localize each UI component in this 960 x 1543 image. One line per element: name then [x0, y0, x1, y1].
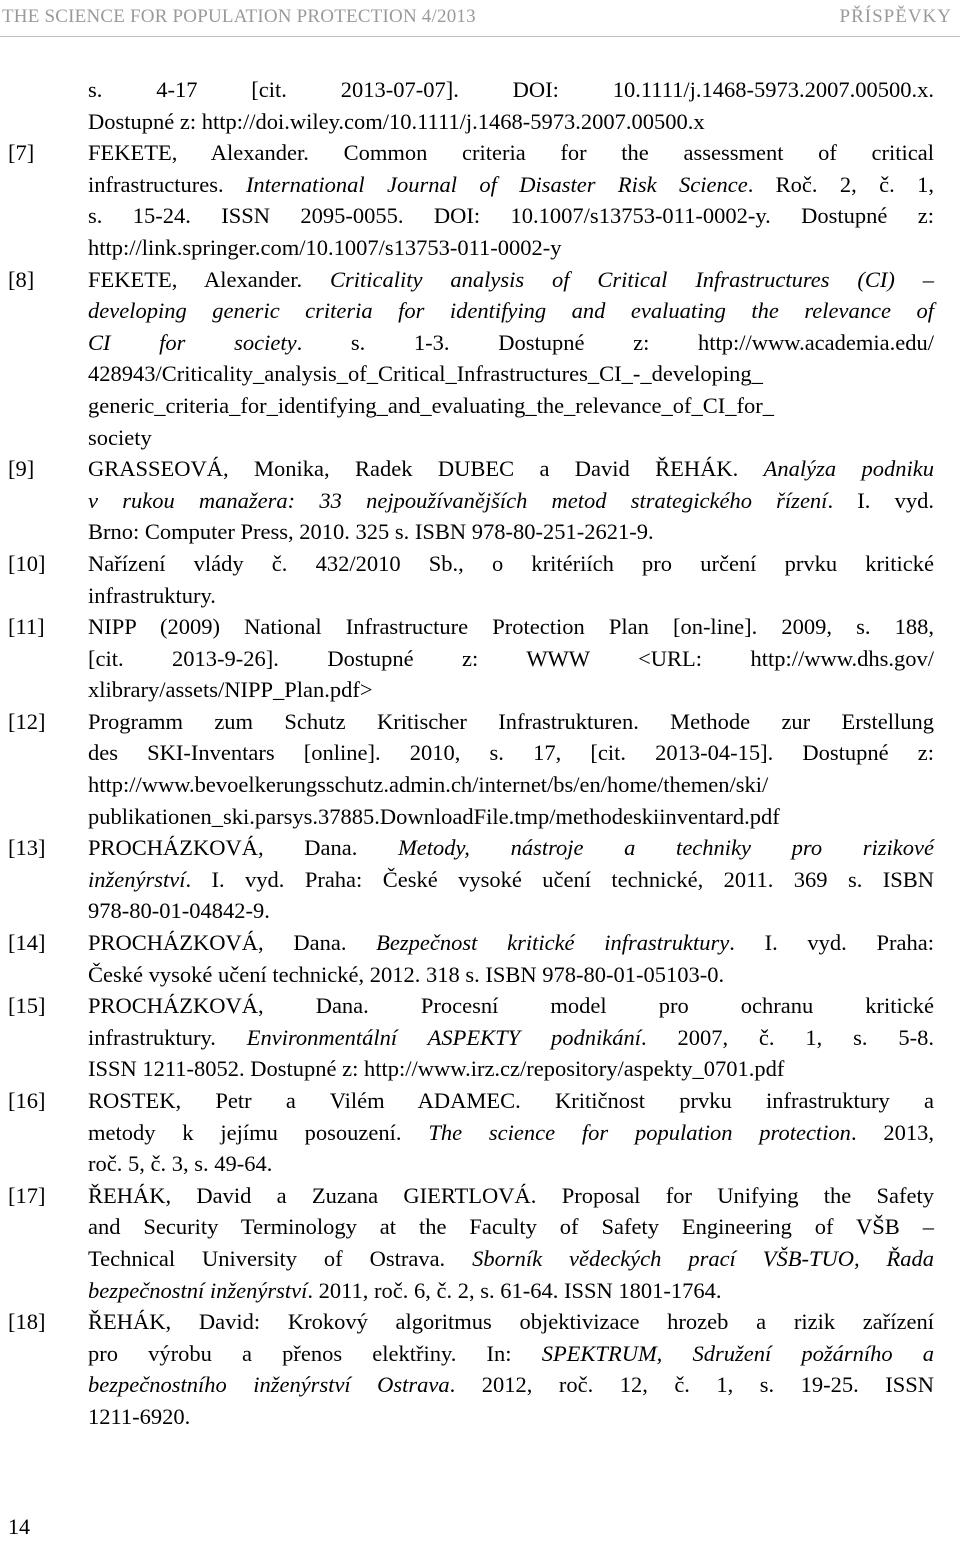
reference-entry — [0, 548, 960, 611]
reference-number: [11] — [8, 614, 45, 640]
italic-title: v rukou manažera: 33 nejpoužívanějších metod strategického řízení — [88, 487, 828, 513]
reference-segment: http://www.bevoelkerungsschutz.admin.ch/internet/bs/en/home/themen/ski/ — [88, 772, 769, 798]
reference-segment: PROCHÁZKOVÁ, Dana. Procesní model pro ochranu kritické — [88, 993, 934, 1019]
reference-segment: des SKI-Inventars [online]. 2010, s. 17, [cit. 2013-04-15]. Dostupné z: — [88, 740, 934, 766]
reference-text — [88, 264, 934, 454]
reference-number: [15] — [8, 993, 46, 1019]
reference-entry — [0, 1085, 960, 1180]
reference-entry — [0, 927, 960, 990]
reference-line — [88, 801, 934, 833]
reference-number: [14] — [8, 930, 46, 956]
section-label: PŘÍSPĚVKY — [839, 6, 952, 27]
reference-line — [88, 927, 934, 959]
reference-text — [88, 453, 934, 548]
reference-line — [88, 990, 934, 1022]
reference-line — [88, 516, 934, 548]
reference-segment: ŘEHÁK, David: Krokový algoritmus objektivizace hrozeb a rizik zařízení — [88, 1309, 934, 1335]
running-header — [0, 0, 960, 37]
italic-title: SPEKTRUM, Sdružení požárního a — [541, 1340, 934, 1366]
reference-entry — [0, 832, 960, 927]
reference-entry — [0, 990, 960, 1085]
reference-segment: Technical University of Ostrava. — [88, 1245, 473, 1271]
reference-segment: Nařízení vlády č. 432/2010 Sb., o kritériích pro určení prvku kritické — [88, 550, 934, 576]
reference-entry — [0, 74, 960, 137]
reference-line — [88, 895, 934, 927]
reference-line — [88, 390, 934, 422]
reference-segment: roč. 5, č. 3, s. 49-64. — [88, 1151, 273, 1177]
reference-line — [88, 169, 934, 201]
reference-segment: FEKETE, Alexander. — [88, 266, 330, 292]
reference-segment: . 2012, roč. 12, č. 1, s. 19-25. ISSN — [449, 1372, 934, 1398]
reference-line — [88, 737, 934, 769]
reference-segment: PROCHÁZKOVÁ, Dana. — [88, 930, 377, 956]
reference-line — [88, 453, 934, 485]
reference-line — [88, 674, 934, 706]
italic-title: inženýrství — [88, 866, 186, 892]
reference-segment: . 2011, roč. 6, č. 2, s. 61-64. ISSN 1801-1764. — [307, 1277, 722, 1303]
reference-entry — [0, 1306, 960, 1432]
reference-number: [13] — [8, 835, 46, 861]
reference-segment: s. 15-24. ISSN 2095-0055. DOI: 10.1007/s13753-011-0002-y. Dostupné z: — [88, 203, 934, 229]
italic-title: Criticality analysis of Critical Infrastructures (CI) – — [330, 266, 934, 292]
italic-title: International Journal of Disaster Risk Science — [245, 171, 748, 197]
reference-segment: infrastruktury. — [88, 582, 216, 608]
reference-line — [88, 327, 934, 359]
reference-text — [88, 706, 934, 832]
reference-line — [88, 232, 934, 264]
reference-line — [88, 295, 934, 327]
reference-segment: . s. 1-3. Dostupné z: http://www.academia.edu/ — [296, 329, 934, 355]
reference-line — [88, 959, 934, 991]
reference-number: [17] — [8, 1182, 46, 1208]
italic-title: bezpečnostního inženýrství Ostrava — [88, 1372, 450, 1398]
reference-text — [88, 1180, 934, 1306]
reference-line — [88, 1401, 934, 1433]
journal-title: THE SCIENCE FOR POPULATION PROTECTION 4/2013 — [2, 6, 476, 27]
reference-segment: . 2007, č. 1, s. 5-8. — [640, 1024, 934, 1050]
reference-segment: generic_criteria_for_identifying_and_evaluating_the_relevance_of_CI_for_ — [88, 392, 774, 418]
reference-segment: GRASSEOVÁ, Monika, Radek DUBEC a David ŘEHÁK. — [88, 456, 764, 482]
reference-segment: [cit. 2013-9-26]. Dostupné z: WWW <URL: http://www.dhs.gov/ — [88, 645, 934, 671]
reference-segment: 1211-6920. — [88, 1403, 191, 1429]
reference-segment: . I. vyd. — [827, 487, 934, 513]
reference-entry — [0, 264, 960, 454]
reference-line — [88, 706, 934, 738]
reference-entry — [0, 611, 960, 706]
reference-line — [88, 74, 934, 106]
reference-line — [88, 1053, 934, 1085]
reference-text — [88, 548, 934, 611]
reference-list — [0, 74, 960, 1433]
reference-text — [88, 832, 934, 927]
reference-line — [88, 137, 934, 169]
italic-title: developing generic criteria for identifying and evaluating the relevance of — [88, 298, 934, 324]
reference-segment: NIPP (2009) National Infrastructure Protection Plan [on-line]. 2009, s. 188, — [88, 614, 934, 640]
reference-line — [88, 864, 934, 896]
reference-segment: České vysoké učení technické, 2012. 318 s. ISBN 978-80-01-05103-0. — [88, 961, 725, 987]
page-number: 14 — [8, 1514, 30, 1539]
reference-line — [88, 1022, 934, 1054]
italic-title: The science for population protection — [428, 1119, 851, 1145]
reference-line — [88, 1148, 934, 1180]
reference-segment: publikationen_ski.parsys.37885.DownloadFile.tmp/methodeskiinventard.pdf — [88, 803, 780, 829]
reference-segment: xlibrary/assets/NIPP_Plan.pdf> — [88, 677, 373, 703]
italic-title: Metody, nástroje a techniky pro rizikové — [398, 835, 934, 861]
reference-number: [12] — [8, 708, 46, 734]
italic-title: Analýza podniku — [763, 456, 934, 482]
reference-segment: metody k jejímu posouzení. — [88, 1119, 429, 1145]
reference-text — [88, 990, 934, 1085]
reference-segment: 978-80-01-04842-9. — [88, 898, 270, 924]
reference-line — [88, 1275, 934, 1307]
reference-text — [88, 74, 934, 137]
reference-line — [88, 1117, 934, 1149]
reference-entry — [0, 706, 960, 832]
italic-title: bezpečnostní inženýrství — [88, 1277, 308, 1303]
reference-entry — [0, 1180, 960, 1306]
reference-text — [88, 927, 934, 990]
reference-line — [88, 1085, 934, 1117]
reference-segment: society — [88, 424, 152, 450]
reference-segment: . Roč. 2, č. 1, — [747, 171, 934, 197]
reference-line — [88, 611, 934, 643]
reference-text — [88, 137, 934, 263]
reference-line — [88, 643, 934, 675]
reference-segment: infrastruktury. — [88, 1024, 247, 1050]
reference-segment: and Security Terminology at the Faculty of Safety Engineering of VŠB – — [88, 1214, 934, 1240]
reference-text — [88, 1306, 934, 1432]
italic-title: CI for society — [88, 329, 297, 355]
reference-number: [8] — [8, 266, 35, 292]
reference-entry — [0, 137, 960, 263]
reference-number: [9] — [8, 456, 35, 482]
reference-segment: FEKETE, Alexander. Common criteria for the assessment of critical — [88, 140, 934, 166]
reference-line — [88, 485, 934, 517]
reference-line — [88, 1306, 934, 1338]
reference-line — [88, 422, 934, 454]
reference-entry — [0, 453, 960, 548]
reference-number: [10] — [8, 550, 46, 576]
reference-segment: ISSN 1211-8052. Dostupné z: http://www.irz.cz/repository/aspekty_0701.pdf — [88, 1056, 785, 1082]
reference-line — [88, 264, 934, 296]
reference-number: [16] — [8, 1088, 46, 1113]
reference-line — [88, 358, 934, 390]
italic-title: Sborník vědeckých prací VŠB-TUO, Řada — [472, 1245, 934, 1271]
reference-segment: infrastructures. — [88, 171, 246, 197]
reference-segment: Brno: Computer Press, 2010. 325 s. ISBN 978-80-251-2621-9. — [88, 519, 654, 545]
reference-line — [88, 200, 934, 232]
reference-segment: Programm zum Schutz Kritischer Infrastrukturen. Methode zur Erstellung — [88, 708, 934, 734]
reference-segment: http://link.springer.com/10.1007/s13753-011-0002-y — [88, 234, 562, 260]
reference-line — [88, 1338, 934, 1370]
reference-line — [88, 769, 934, 801]
italic-title: Environmentální ASPEKTY podnikání — [246, 1024, 641, 1050]
reference-segment: 428943/Criticality_analysis_of_Critical_Infrastructures_CI_-_developing_ — [88, 361, 763, 387]
reference-line — [88, 548, 934, 580]
reference-line — [88, 832, 934, 864]
reference-line — [88, 580, 934, 612]
reference-segment: . I. vyd. Praha: České vysoké učení technické, 2011. 369 s. ISBN — [185, 866, 934, 892]
reference-segment: Dostupné z: http://doi.wiley.com/10.1111/j.1468-5973.2007.00500.x — [88, 108, 705, 134]
reference-segment: s. 4-17 [cit. 2013-07-07]. DOI: 10.1111/j.1468-5973.2007.00500.x. — [88, 77, 934, 102]
reference-number: [7] — [8, 140, 35, 166]
reference-text — [88, 611, 934, 706]
reference-line — [88, 1369, 934, 1401]
reference-line — [88, 1211, 934, 1243]
reference-line — [88, 1180, 934, 1212]
reference-segment: . 2013, — [850, 1119, 934, 1145]
reference-segment: ROSTEK, Petr a Vilém ADAMEC. Kritičnost prvku infrastruktury a — [88, 1088, 934, 1113]
reference-text — [88, 1085, 934, 1180]
italic-title: Bezpečnost kritické infrastruktury — [376, 930, 730, 956]
reference-number: [18] — [8, 1309, 46, 1335]
reference-segment: PROCHÁZKOVÁ, Dana. — [88, 835, 399, 861]
reference-segment: . I. vyd. Praha: — [729, 930, 934, 956]
reference-line — [88, 106, 934, 138]
reference-segment: ŘEHÁK, David a Zuzana GIERTLOVÁ. Proposal for Unifying the Safety — [88, 1182, 934, 1208]
reference-line — [88, 1243, 934, 1275]
reference-segment: pro výrobu a přenos elektřiny. In: — [88, 1340, 542, 1366]
